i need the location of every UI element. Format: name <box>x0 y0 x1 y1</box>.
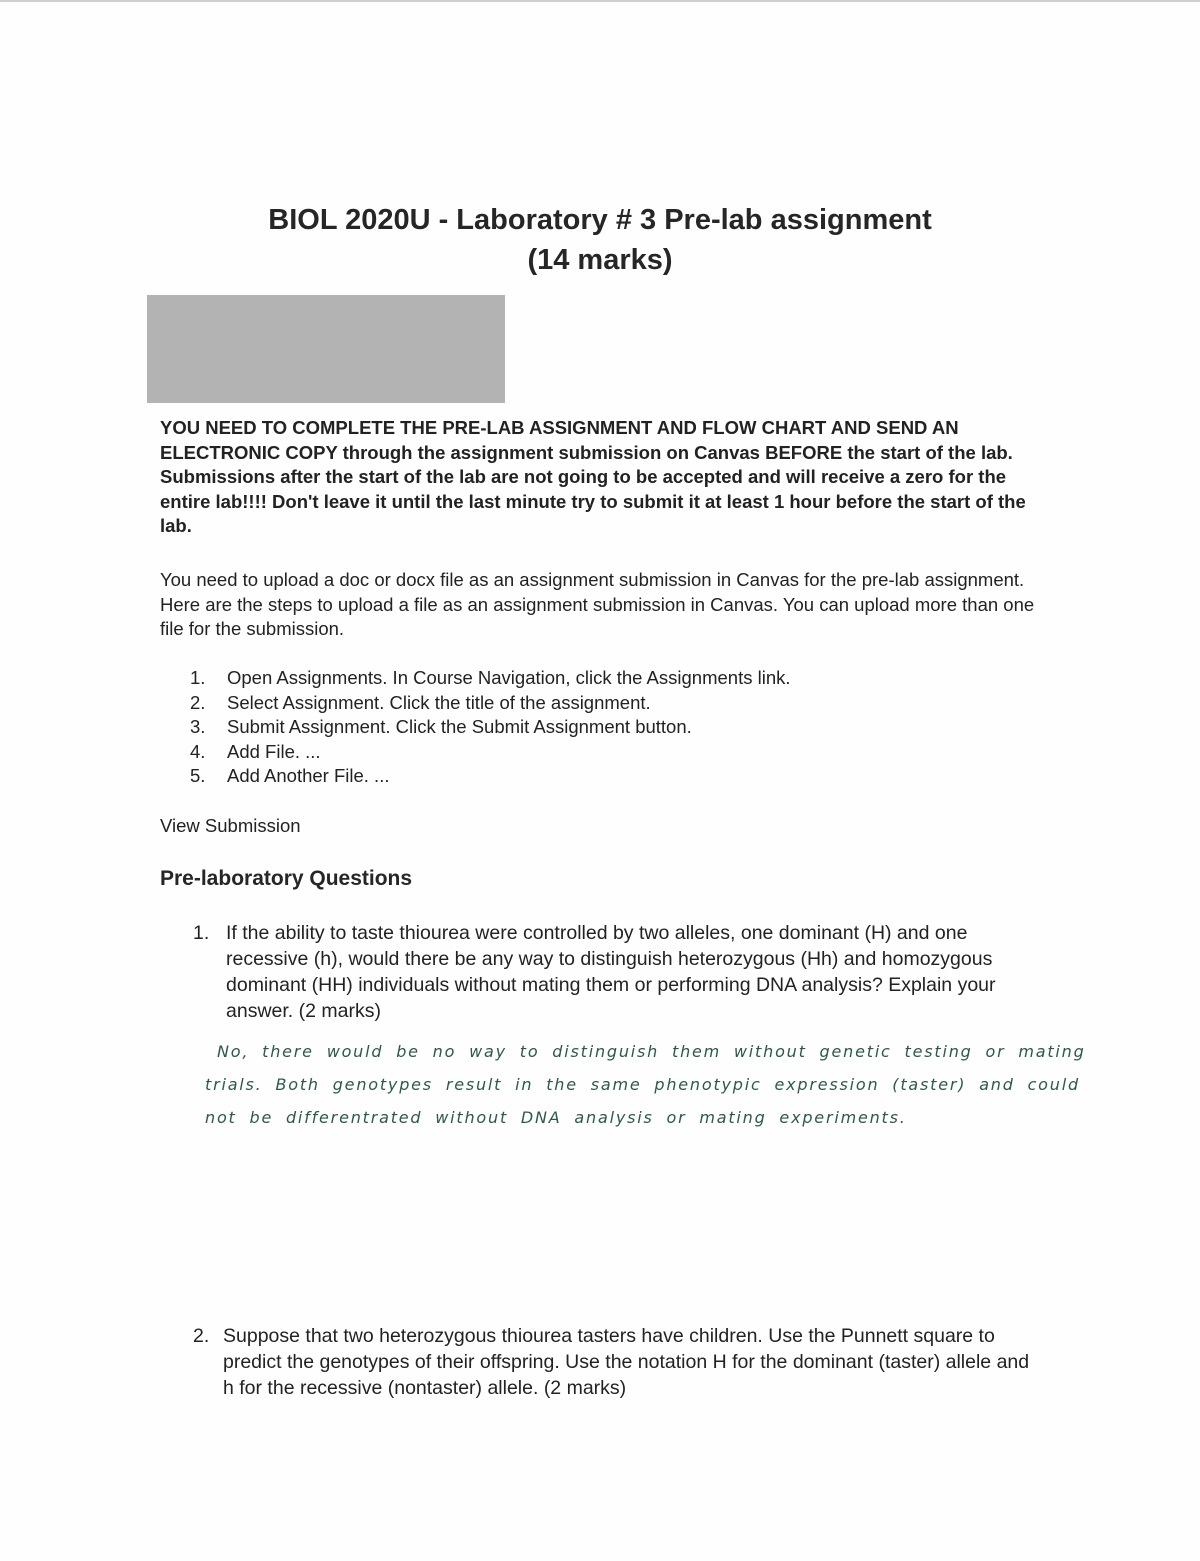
answer-line-2: trials. Both genotypes result in the same phenotypic expression (taster) and could <box>205 1075 1080 1094</box>
section-heading: Pre-laboratory Questions <box>160 867 413 890</box>
list-item <box>190 740 1010 765</box>
step-text: Open Assignments. In Course Navigation, click the Assignments link. <box>227 667 791 688</box>
question-2 <box>193 1323 1033 1401</box>
list-item <box>190 666 1010 691</box>
question-number: 1. <box>193 922 210 944</box>
step-number: 4. <box>190 740 206 762</box>
step-number: 1. <box>190 667 206 688</box>
question-text: Suppose that two heterozygous thiourea tasters have children. Use the Punnett square to predict the genotypes of their offspring. Use the notation H for the dominant (taster) allele and h for the recessive (nontaster) allele. (2 marks) <box>223 1325 1030 1399</box>
handwritten-answer <box>205 1035 1165 1134</box>
list-item <box>190 691 1010 716</box>
page-title <box>0 200 1200 280</box>
redacted-box <box>147 295 505 403</box>
step-text: Add File. ... <box>227 740 321 762</box>
view-submission-text: View Submission <box>160 815 301 836</box>
step-number: 2. <box>190 691 206 713</box>
page-title-line-2: (14 marks) <box>527 244 673 276</box>
list-item <box>190 764 1010 789</box>
page-top-edge <box>0 0 1200 2</box>
step-text: Submit Assignment. Click the Submit Assignment button. <box>227 716 692 737</box>
submission-warning: YOU NEED TO COMPLETE THE PRE-LAB ASSIGNMENT AND FLOW CHART AND SEND AN ELECTRONIC COPY through the assignment submission on Canvas BEFORE the start of the lab. Submissions after the start of the lab are not going to be accepted and will receive a zero for the entire lab!!!! Don't leave it until the last minute try to submit it at least 1 hour before the start of the lab. <box>160 417 1026 536</box>
upload-steps-list <box>190 666 1010 789</box>
upload-instructions: You need to upload a doc or docx file as an assignment submission in Canvas for the pre-lab assignment. Here are the steps to upload a file as an assignment submission in Canvas. You can upload more than one file for the submission. <box>160 569 1035 639</box>
step-number: 3. <box>190 716 206 737</box>
answer-line-3: not be differentrated without DNA analysis or mating experiments. <box>205 1108 907 1127</box>
page-title-line-1: BIOL 2020U - Laboratory # 3 Pre-lab assignment <box>268 204 932 236</box>
answer-line-1: No, there would be no way to distinguish them without genetic testing or mating <box>217 1042 1086 1061</box>
question-number: 2. <box>193 1325 210 1347</box>
question-text: If the ability to taste thiourea were controlled by two alleles, one dominant (H) and one recessive (h), would there be any way to distinguish heterozygous (Hh) and homozygous dominant (HH) individuals without mating them or performing DNA analysis? Explain your answer. (2 marks) <box>226 922 996 1022</box>
question-1 <box>193 920 1033 1024</box>
step-text: Add Another File. ... <box>227 765 390 786</box>
list-item <box>190 715 1010 740</box>
step-number: 5. <box>190 765 206 786</box>
step-text: Select Assignment. Click the title of the assignment. <box>227 691 651 713</box>
